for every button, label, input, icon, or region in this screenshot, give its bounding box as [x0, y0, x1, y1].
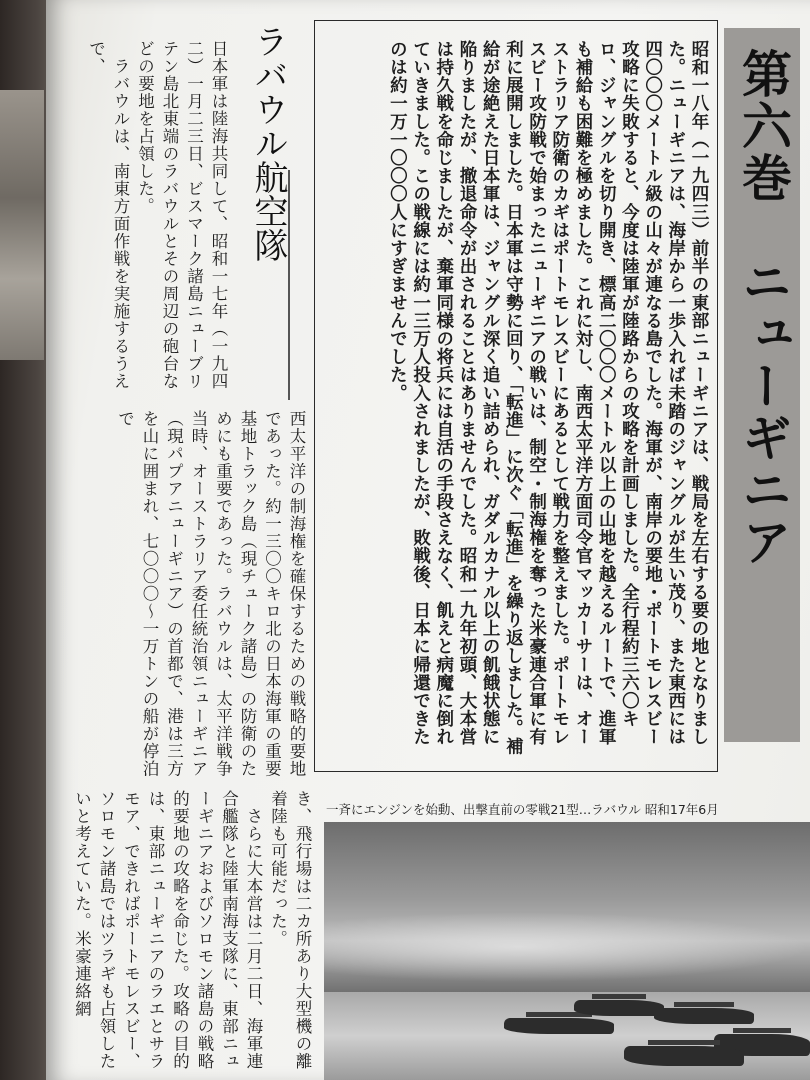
intro-text: 昭和一八年（一九四三）前半の東部ニューギニアは、戦局を左右する要の地となりました。ニューギニアは、海岸から一歩入れば未踏のジャングルが生い茂り、また東西には四〇〇〇メートル級の山々が連なる島でした。海軍が、南岸の要地・ポートモレスビー攻略に失敗すると、今度は陸軍が陸路からの攻略を計画しました。全行程約三六〇キロ、ジャングルを切り開き、標高二〇〇〇メートル以上の山地を越えるルートで、進軍も補給も困難を極めました。これに対し、南西太平洋方面司令官マッカーサーは、オーストラリア防衛のカギはポートモレスビーにあるとして戦力を整えました。ポートモレスビー攻防戦で始まったニューギニアの戦いは、制空・制海権を奪った米豪連合軍に有利に展開しました。日本軍は守勢に回り、「転進」に次ぐ「転進」を繰り返しました。補給が途絶えた日本軍は、ジャングル深く追い詰められ、ガダルカナル以上の飢餓状態に陥りましたが、撤退命令が出されることはありませんでした。昭和一九年初頭、大本営は持久戦を命じましたが、棄軍同様の将兵には自活の手段さえなく、飢えと病魔に倒れていきました。この戦線には約一三万人投入されましたが、敗戦後、日本に帰還できたのは約一万一〇〇〇人にすぎませんでした。 — [387, 40, 709, 756]
airfield-photo — [324, 822, 810, 1080]
plane-silhouette — [504, 1018, 614, 1034]
body-paragraph-3: き、飛行場は二カ所あり大型機の離着陸も可能だった。 さらに大本営は二月二日、海軍連合艦隊と陸軍南海支隊に、東部ニューギニアおよびソロモン諸島の戦略的要地の攻略を命じた。攻略の目的は、東部ニューギニアのラエとサラモア、できればポートモレスビー、ソロモン諸島ではツラギも占領したいと考えていた。米豪連絡網 — [72, 790, 312, 1070]
plane-silhouette — [624, 1046, 744, 1066]
plane-silhouette — [574, 1000, 664, 1016]
section-heading: ラバウル航空隊 — [248, 24, 288, 262]
plane-silhouette — [654, 1008, 754, 1024]
photo-caption: 一斉にエンジンを始動、出撃直前の零戦21型…ラバウル 昭和17年6月 — [326, 802, 719, 817]
body-paragraph-1: 日本軍は陸海共同して、昭和一七年（一九四二）一月二三日、ビスマーク諸島ニューブリテン島北東端のラバウルとその周辺の砲台などの要地を占領した。 ラバウルは、南東方面作戦を実施するうえで、 — [86, 40, 228, 390]
adjacent-page-photo — [0, 90, 44, 360]
heading-rule — [288, 170, 290, 400]
body-paragraph-2: 西太平洋の制海権を確保するための戦略的要地であった。約一三〇〇キロ北の日本海軍の重要基地トラック島（現チューク諸島）の防衛のためにも重要であった。ラバウルは、太平洋戦争当時、オーストラリア委任統治領ニューギニア（現パプアニューギニア）の首都で、港は三方を山に囲まれ、七〇〇〇〜一万トンの船が停泊で — [115, 410, 306, 778]
adjacent-page-edge — [0, 0, 52, 1080]
volume-title: 第六巻 ニューギニア — [734, 48, 792, 568]
photo-haze — [324, 912, 810, 982]
